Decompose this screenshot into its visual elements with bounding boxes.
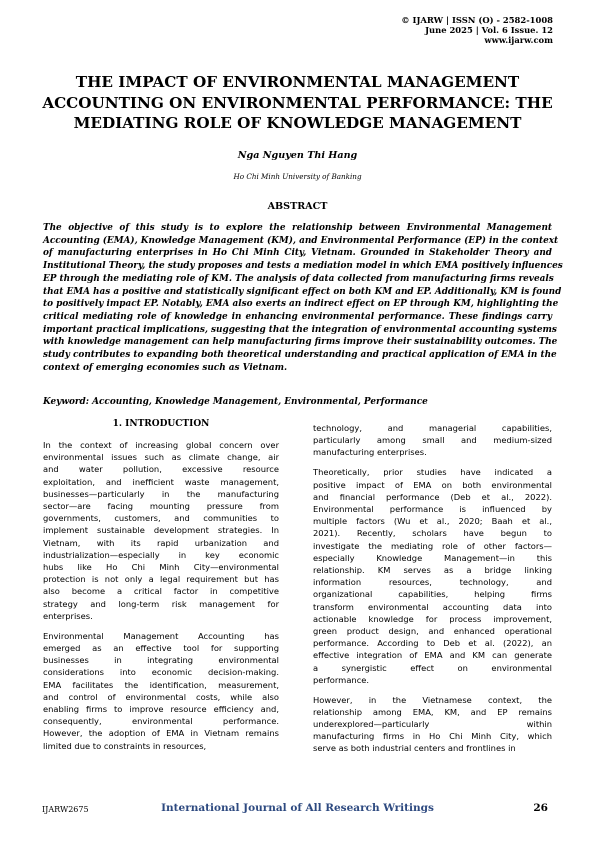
text-line: governments, customers, and communities to xyxy=(43,513,279,524)
text-line: a synergistic effect on environmental xyxy=(313,662,552,673)
text-line: Vietnam, with its rapid urbanization and xyxy=(43,537,279,548)
text-line: relationship. KM serves as a bridge linking xyxy=(313,564,552,575)
text-line: Theoretically, prior studies have indicated a xyxy=(313,467,552,478)
text-line: However, in the Vietnamese context, the xyxy=(313,694,552,705)
section-heading: 1. INTRODUCTION xyxy=(112,419,210,429)
abstract-body xyxy=(43,222,563,374)
paragraph xyxy=(43,439,279,622)
text-line: emerged as an effective tool for supporting xyxy=(43,642,279,653)
text-line: positive impact of EMA on both environmental xyxy=(313,479,552,490)
text-line: environmental issues such as climate change, air xyxy=(43,452,279,463)
journal-header xyxy=(401,15,553,45)
right-column xyxy=(313,422,552,762)
text-line: Environmental performance is influenced by xyxy=(313,503,552,514)
text-line: businesses—particularly in the manufacturing xyxy=(43,488,279,499)
text-line: considerations into economic decision-making. xyxy=(43,667,279,678)
text-line: hubs like Ho Chi Minh City—environmental xyxy=(43,562,279,573)
text-line: The objective of this study is to explore the relationship between Environmental Management xyxy=(43,223,552,233)
text-line: Institutional Theory, the study proposes and tests a mediation model in which EMA positively influences xyxy=(43,261,563,272)
text-line: manufacturing firms in Ho Chi Minh City, which xyxy=(313,731,552,742)
text-line: sector—are facing mounting pressure from xyxy=(43,501,279,512)
text-line: 2021). Recently, scholars have begun to xyxy=(313,528,552,539)
footer-paper-id: IJARW2675 xyxy=(42,805,89,814)
text-line: actionable knowledge for process improvement, xyxy=(313,613,552,624)
text-line: protection is not only a legal requirement but has xyxy=(43,574,279,585)
text-line: information resources, technology, and xyxy=(313,577,552,588)
header-website: www.ijarw.com xyxy=(484,35,553,45)
header-issn: © IJARW | ISSN (O) - 2582-1008 xyxy=(401,15,553,25)
text-line: In the context of increasing global concern over xyxy=(43,440,279,450)
text-line: serve as both industrial centers and frontlines in xyxy=(313,743,516,754)
text-line: Environmental Management Accounting has xyxy=(43,630,279,641)
paragraph xyxy=(313,466,552,686)
paragraph xyxy=(313,694,552,755)
text-line: technology, and managerial capabilities, xyxy=(313,423,552,433)
title-line: ACCOUNTING ON ENVIRONMENTAL PERFORMANCE: THE xyxy=(42,93,553,112)
text-line: critical mediating role of knowledge in enhancing environmental performance. These findings carry xyxy=(43,311,552,322)
text-line: businesses in integrating environmental xyxy=(43,655,279,666)
keywords: Keyword: Accounting, Knowledge Management, Environmental, Performance xyxy=(43,397,428,407)
text-line: organizational capabilities, helping firms xyxy=(313,589,552,600)
author-name: Nga Nguyen Thi Hang xyxy=(237,150,358,161)
text-line: of manufacturing enterprises in Ho Chi Minh City, Vietnam. Grounded in Stakeholder Theory and xyxy=(43,248,552,259)
text-line: transform environmental accounting data into xyxy=(313,601,552,612)
text-line: However, the adoption of EMA in Vietnam remains xyxy=(43,728,279,739)
text-line: effective integration of EMA and KM can generate xyxy=(313,650,552,661)
text-line: EP through the mediating role of KM. The analysis of data collected from manufacturing firms reveals xyxy=(43,273,554,284)
text-line: EMA facilitates the identification, measurement, xyxy=(43,679,279,690)
text-line: with knowledge management can help manufacturing firms improve their sustainability outcomes. The xyxy=(43,337,558,348)
paragraph xyxy=(43,630,279,752)
paper-title xyxy=(40,72,555,134)
text-line: context of emerging economies such as Vietnam. xyxy=(43,362,288,373)
footer-journal-name: International Journal of All Research Writings xyxy=(161,802,434,814)
title-line: MEDIATING ROLE OF KNOWLEDGE MANAGEMENT xyxy=(73,114,522,132)
paragraph xyxy=(313,422,552,459)
text-line: enterprises. xyxy=(43,610,93,621)
abstract-heading: ABSTRACT xyxy=(267,201,328,212)
page-number: 26 xyxy=(533,802,548,814)
text-line: that EMA has a positive and statistically significant effect on both KM and EP. Additionally, KM is found xyxy=(43,286,562,297)
text-line: particularly among small and medium-sized xyxy=(313,435,552,446)
text-line: limited due to constraints in resources, xyxy=(43,740,207,751)
text-line: especially Knowledge Management—in this xyxy=(313,552,552,563)
text-line: important practical implications, suggesting that the integration of environmental accounting systems xyxy=(43,324,557,335)
text-line: enabling firms to improve resource efficiency and, xyxy=(43,703,279,714)
text-line: and control of environmental costs, while also xyxy=(43,691,279,702)
text-line: strategy and long-term risk management for xyxy=(43,598,279,609)
text-line: implement sustainable development strategies. In xyxy=(43,525,279,536)
text-line: and water pollution, excessive resource xyxy=(43,464,279,475)
text-line: to positively impact EP. Notably, EMA also exerts an indirect effect on EP through KM, highlighting the xyxy=(43,299,559,310)
text-line: and financial performance (Deb et al., 2022). xyxy=(313,491,552,502)
title-line: THE IMPACT OF ENVIRONMENTAL MANAGEMENT xyxy=(75,73,520,91)
text-line: Accounting (EMA), Knowledge Management (KM), and Environmental Performance (EP) in the context xyxy=(43,235,559,246)
text-line: performance. According to Deb et al. (2022), an xyxy=(313,638,552,649)
text-line: also become a critical factor in competitive xyxy=(43,586,279,597)
text-line: consequently, environmental performance. xyxy=(43,716,279,727)
text-line: manufacturing enterprises. xyxy=(313,447,427,458)
text-line: performance. xyxy=(313,674,370,685)
text-line: underexplored—particularly within xyxy=(313,719,552,730)
left-column xyxy=(43,439,279,759)
text-line: green product design, and enhanced operational xyxy=(313,625,552,636)
text-line: multiple factors (Wu et al., 2020; Baah et al., xyxy=(313,516,552,527)
text-line: investigate the mediating role of other factors— xyxy=(313,540,552,551)
text-line: relationship among EMA, KM, and EP remains xyxy=(313,706,552,717)
text-line: study contributes to expanding both theoretical understanding and practical application of EMA in the xyxy=(43,350,557,361)
header-issue: June 2025 | Vol. 6 Issue. 12 xyxy=(425,25,553,35)
text-line: industrialization—especially in key economic xyxy=(43,549,279,560)
text-line: exploitation, and inefficient waste management, xyxy=(43,476,279,487)
author-affiliation: Ho Chi Minh University of Banking xyxy=(233,172,362,181)
